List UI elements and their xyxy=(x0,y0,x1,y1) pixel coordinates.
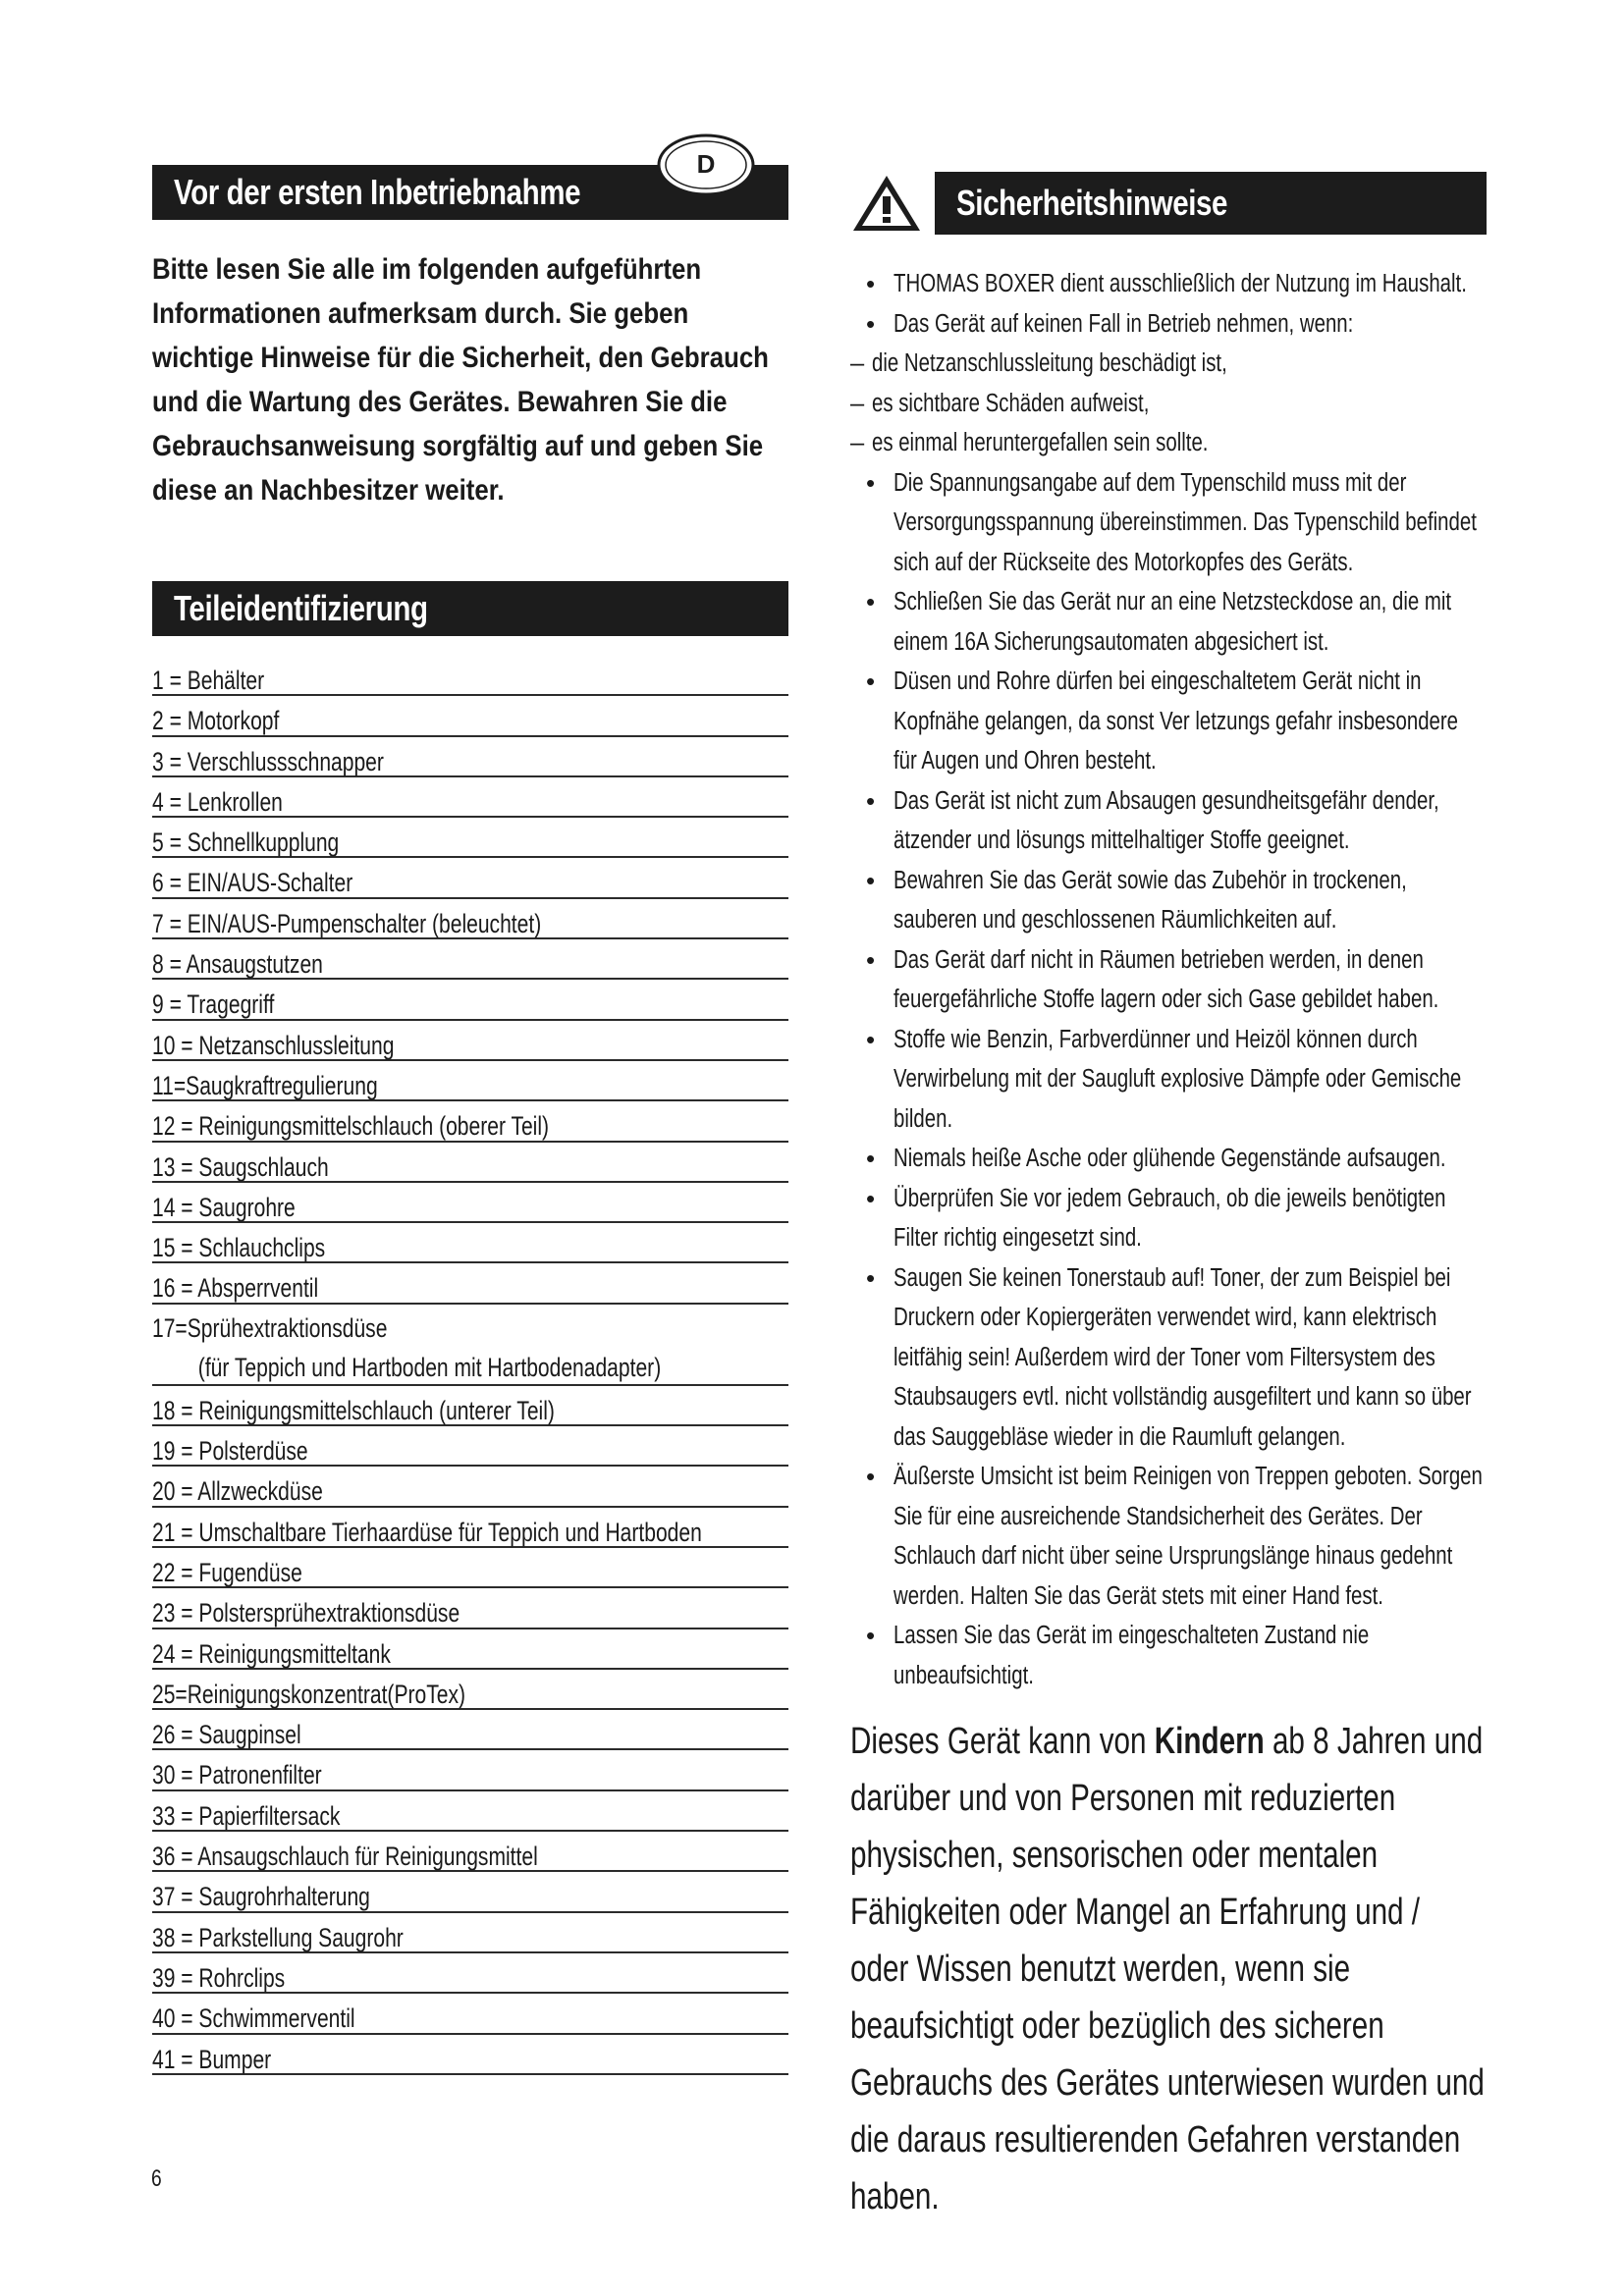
part-row: 5 = Schnellkupplung xyxy=(152,818,788,858)
right-column xyxy=(850,172,1487,2225)
safety-bullet-item: • Das Gerät darf nicht in Räumen betrieben werden, in denen feuergefährliche Stoffe lagern oder sich Gase gebildet haben. xyxy=(850,940,1487,1020)
part-row: 15 = Schlauchclips xyxy=(152,1223,788,1263)
language-badge-icon xyxy=(655,132,757,198)
section-title-first-use: Vor der ersten Inbetriebnahme xyxy=(174,172,581,212)
part-row-spray-nozzle: 17=Sprühextraktionsdüse (für Teppich und Hartboden mit Hartbodenadapter) xyxy=(152,1305,788,1386)
safety-bullet-item: • Niemals heiße Asche oder glühende Gegenstände aufsaugen. xyxy=(850,1139,1487,1179)
safety-bullet-item: • Bewahren Sie das Gerät sowie das Zubehör in trockenen, sauberen und geschlossenen Räumlichkeiten auf. xyxy=(850,861,1487,940)
safety-bullet-item: • Schließen Sie das Gerät nur an eine Netzsteckdose an, die mit einem 16A Sicherungsautomaten abgesichert ist. xyxy=(850,582,1487,662)
part-row: 7 = EIN/AUS-Pumpenschalter (beleuchtet) xyxy=(152,899,788,939)
safety-bullet-item: • Das Gerät auf keinen Fall in Betrieb nehmen, wenn: xyxy=(850,304,1487,345)
safety-bullet-item: • Das Gerät ist nicht zum Absaugen gesundheitsgefähr dender, ätzender und lösungs mittelhaltiger Stoffe geeignet. xyxy=(850,781,1487,861)
part-row: 30 = Patronenfilter xyxy=(152,1750,788,1790)
part-row: 20 = Allzweckdüse xyxy=(152,1467,788,1507)
part-row: 39 = Rohrclips xyxy=(152,1953,788,1994)
safety-bullet-item: • Düsen und Rohre dürfen bei eingeschaltetem Gerät nicht in Kopfnähe gelangen, da sonst Ver letzungs gefahr insbesondere für Augen und Ohren besteht. xyxy=(850,662,1487,781)
parts-list xyxy=(152,656,788,2075)
part-row: 18 = Reinigungsmittelschlauch (unterer Teil) xyxy=(152,1386,788,1426)
part-row: 11=Saugkraftregulierung xyxy=(152,1061,788,1101)
part-row: 40 = Schwimmerventil xyxy=(152,1994,788,2034)
part-row: 16 = Absperrventil xyxy=(152,1263,788,1304)
page-number: 6 xyxy=(151,2165,162,2192)
section-title-safety: Sicherheitshinweise xyxy=(956,183,1228,223)
children-notice xyxy=(850,1713,1487,2225)
part-row: 13 = Saugschlauch xyxy=(152,1143,788,1183)
part-row: 10 = Netzanschlussleitung xyxy=(152,1021,788,1061)
children-notice-emphasis: Kindern xyxy=(1154,1721,1265,1762)
children-notice-text-end: ab 8 Jahren und darüber und von Personen mit reduzierten physischen, sensorischen oder mentalen Fähigkeiten oder Mangel an Erfahrung und / oder Wissen benutzt werden, wenn sie beaufsichtigt oder bezüglich des sicheren Gebrauchs des Gerätes unterwiesen wurden und die daraus resultierenden Gefahren verstanden haben. xyxy=(850,1721,1485,2217)
intro-text: Bitte lesen Sie alle im folgenden aufgeführten Informationen aufmerksam durch. Sie geben wichtige Hinweise für die Sicherheit, den Gebrauch und die Wartung des Gerätes. Bewahren Sie die Gebrauchsanweisung sorgfältig auf und geben Sie diese an Nachbesitzer weiter. xyxy=(152,253,769,507)
left-column xyxy=(152,149,788,2091)
part-row: 37 = Saugrohrhalterung xyxy=(152,1872,788,1912)
part-row: 22 = Fugendüse xyxy=(152,1548,788,1588)
part-row: 26 = Saugpinsel xyxy=(152,1710,788,1750)
safety-bullet-item: • THOMAS BOXER dient ausschließlich der Nutzung im Haushalt. xyxy=(850,264,1487,304)
safety-bullet-item: • Saugen Sie keinen Tonerstaub auf! Toner, der zum Beispiel bei Druckern oder Kopiergeräten verwendet wird, kann elektrisch leitfähig sein! Außerdem wird der Toner vom Filtersystem des Staubsaugers evtl. nicht vollständig ausgefiltert und kann so über das Sauggebläse wieder in die Raumluft gelangen. xyxy=(850,1258,1487,1458)
safety-dash-item: – es einmal heruntergefallen sein sollte. xyxy=(850,423,1487,463)
part-row: 36 = Ansaugschlauch für Reinigungsmittel xyxy=(152,1832,788,1872)
intro-paragraph xyxy=(152,247,788,512)
safety-bullet-item: • Überprüfen Sie vor jedem Gebrauch, ob die jeweils benötigten Filter richtig eingesetzt sind. xyxy=(850,1179,1487,1258)
part-row: 21 = Umschaltbare Tierhaardüse für Teppich und Hartboden xyxy=(152,1508,788,1548)
part-row: 14 = Saugrohre xyxy=(152,1183,788,1223)
safety-bullet-item: • Stoffe wie Benzin, Farbverdünner und Heizöl können durch Verwirbelung mit der Saugluft explosive Dämpfe oder Gemische bilden. xyxy=(850,1020,1487,1140)
part-row: 33 = Papierfiltersack xyxy=(152,1791,788,1832)
part-row: 4 = Lenkrollen xyxy=(152,777,788,818)
part-row: 41 = Bumper xyxy=(152,2035,788,2075)
part-row: 1 = Behälter xyxy=(152,656,788,696)
safety-bullet-item: • Die Spannungsangabe auf dem Typenschild muss mit der Versorgungsspannung übereinstimmen. Das Typenschild befindet sich auf der Rückseite des Motorkopfes des Geräts. xyxy=(850,463,1487,583)
safety-header xyxy=(850,172,1487,235)
safety-dash-item: – es sichtbare Schäden aufweist, xyxy=(850,384,1487,424)
part-row: 23 = Polstersprühextraktionsdüse xyxy=(152,1588,788,1629)
part-row: 25=Reinigungskonzentrat(ProTex) xyxy=(152,1670,788,1710)
safety-list xyxy=(850,264,1487,1695)
section-header-safety xyxy=(935,172,1487,235)
safety-bullet-item: • Lassen Sie das Gerät im eingeschalteten Zustand nie unbeaufsichtigt. xyxy=(850,1616,1487,1695)
part-row: 38 = Parkstellung Saugrohr xyxy=(152,1913,788,1953)
section-title-parts: Teileidentifizierung xyxy=(174,588,428,628)
children-notice-text-start: Dieses Gerät kann von xyxy=(850,1721,1155,1762)
part-row: 3 = Verschlussschnapper xyxy=(152,737,788,777)
safety-dash-item: – die Netzanschlussleitung beschädigt ist, xyxy=(850,344,1487,384)
warning-triangle-icon xyxy=(850,173,923,234)
part-row: 6 = EIN/AUS-Schalter xyxy=(152,858,788,898)
safety-bullet-item: • Äußerste Umsicht ist beim Reinigen von Treppen geboten. Sorgen Sie für eine ausreichende Standsicherheit des Gerätes. Der Schlauch darf nicht über seine Ursprungslänge hinaus gedehnt werden. Halten Sie das Gerät stets mit einer Hand fest. xyxy=(850,1457,1487,1616)
part-row: 12 = Reinigungsmittelschlauch (oberer Teil) xyxy=(152,1101,788,1142)
section-header-parts xyxy=(152,581,788,636)
part-row: 19 = Polsterdüse xyxy=(152,1426,788,1467)
language-badge-letter: D xyxy=(696,149,716,179)
part-row: 9 = Tragegriff xyxy=(152,980,788,1020)
part-row: 2 = Motorkopf xyxy=(152,696,788,736)
part-row: 8 = Ansaugstutzen xyxy=(152,939,788,980)
part-row: 24 = Reinigungsmitteltank xyxy=(152,1629,788,1670)
